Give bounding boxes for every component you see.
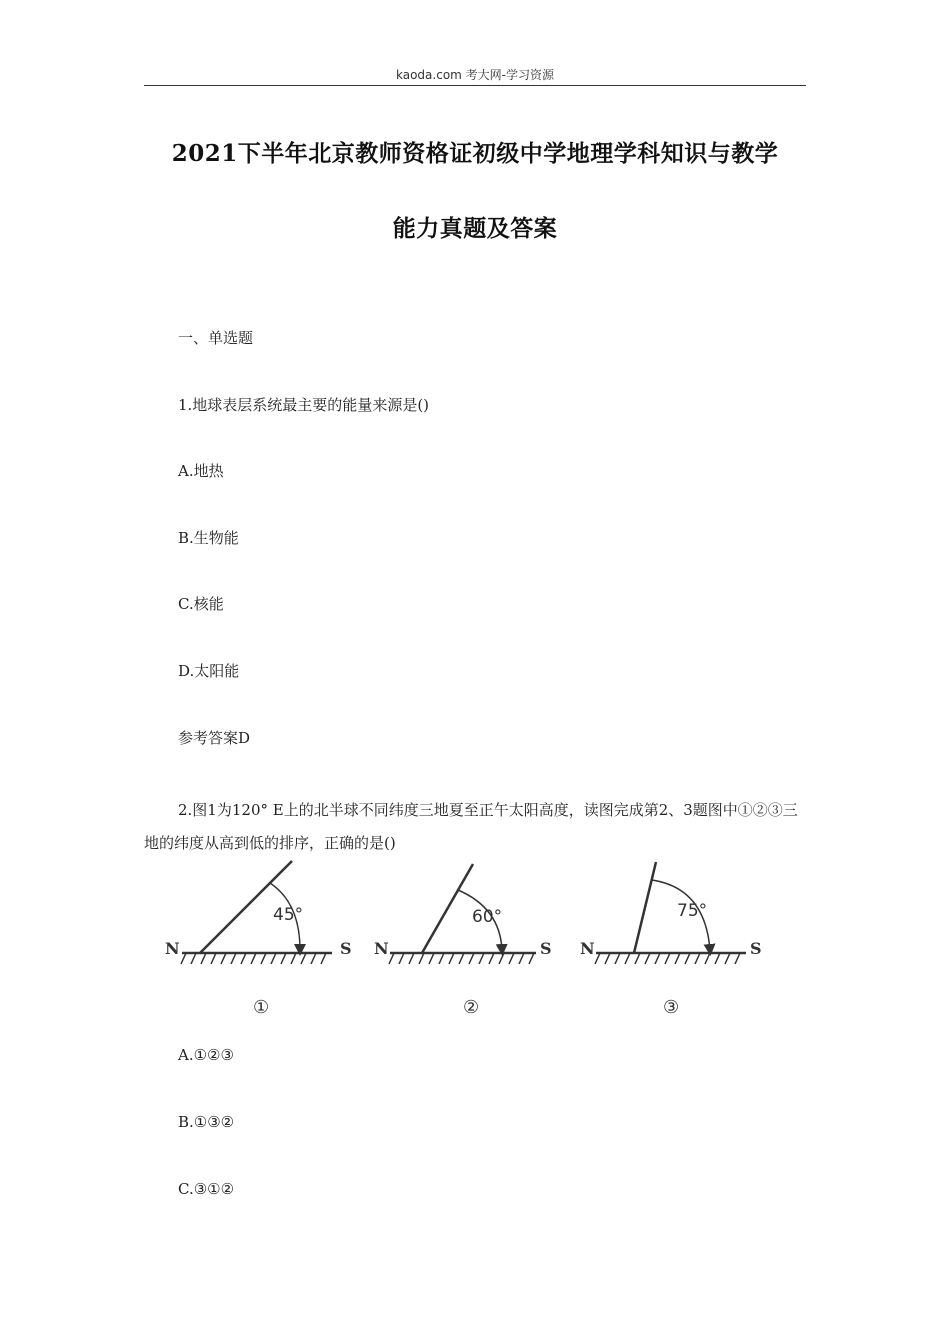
doc-title-line2: 能力真题及答案 — [392, 215, 558, 242]
panel1-north-label: N — [165, 939, 180, 958]
panel2-sun-ray — [422, 864, 473, 953]
figure-caption-3: ③ — [663, 997, 680, 1018]
question1-option-c: C.核能 — [178, 595, 224, 613]
panel2-south-label: S — [540, 939, 552, 958]
header-divider — [144, 85, 806, 86]
question2-option-b: B.①③② — [178, 1113, 235, 1131]
figure-caption-1: ① — [253, 997, 270, 1018]
question2-option-c: C.③①② — [178, 1180, 235, 1198]
question1-option-a: A.地热 — [178, 462, 224, 480]
panel2-ground-hatch — [389, 953, 534, 964]
figure-caption-2: ② — [463, 997, 480, 1018]
question1-stem: 1.地球表层系统最主要的能量来源是() — [178, 396, 430, 414]
panel3-sun-ray — [634, 862, 656, 953]
question1-answer: 参考答案D — [178, 729, 251, 747]
figure-panel-3 — [580, 862, 762, 964]
panel2-north-label: N — [374, 939, 389, 958]
section-heading: 一、单选题 — [178, 329, 254, 347]
question2-option-a: A.①②③ — [178, 1046, 234, 1064]
panel3-north-label: N — [580, 939, 595, 958]
panel1-south-label: S — [340, 939, 352, 958]
figure-panel-2 — [374, 864, 552, 964]
panel3-angle-label: 75° — [677, 901, 708, 921]
question1-option-d: D.太阳能 — [178, 662, 240, 680]
panel1-angle-label: 45° — [273, 905, 304, 925]
question1-option-b: B.生物能 — [178, 529, 239, 547]
panel1-ground-hatch — [181, 953, 326, 964]
panel3-south-label: S — [750, 939, 762, 958]
figure-panel-1 — [165, 861, 352, 964]
sun-angle-figure — [160, 858, 780, 978]
header-site: kaoda.com 考大网-学习资源 — [396, 68, 554, 82]
doc-title-line1: 2021下半年北京教师资格证初级中学地理学科知识与教学 — [171, 140, 779, 167]
panel2-angle-label: 60° — [472, 907, 503, 927]
question2-stem: 2.图1为120° E上的北半球不同纬度三地夏至正午太阳高度，读图完成第2、3题图中①②③三地的纬度从高到低的排序，正确的是() — [144, 801, 798, 852]
panel3-ground-hatch — [595, 953, 740, 964]
